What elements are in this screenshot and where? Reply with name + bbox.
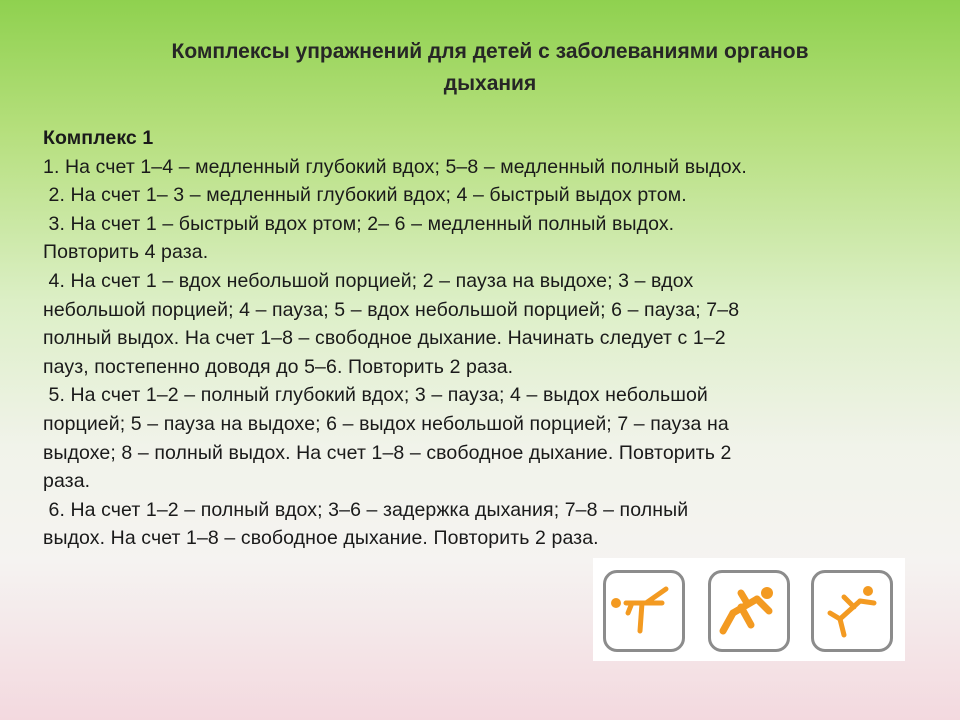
text-line: 2. На счет 1– 3 – медленный глубокий вдох; 4 – быстрый выдох ртом. bbox=[43, 184, 687, 207]
text-line: 6. На счет 1–2 – полный вдох; 3–6 – задержка дыхания; 7–8 – полный bbox=[43, 498, 689, 521]
text-line: раза. bbox=[43, 470, 91, 493]
text-line: Повторить 4 раза. bbox=[43, 241, 209, 264]
title-line-1: Комплексы упражнений для детей с заболеваниями органов bbox=[171, 40, 809, 63]
text-line: 3. На счет 1 – быстрый вдох ртом; 2– 6 – медленный полный выдох. bbox=[43, 212, 675, 235]
text-line: выдохе; 8 – полный выдох. На счет 1–8 – свободное дыхание. Повторить 2 bbox=[43, 441, 732, 464]
text-line: небольшой порцией; 4 – пауза; 5 – вдох небольшой порцией; 6 – пауза; 7–8 bbox=[43, 298, 740, 321]
text-line: пауз, постепенно доводя до 5–6. Повторить 2 раза. bbox=[43, 355, 514, 378]
exercise-complex bbox=[43, 124, 923, 553]
running-figure-icon bbox=[811, 570, 893, 652]
gymnastics-icon bbox=[603, 570, 685, 652]
text-line: полный выдох. На счет 1–8 – свободное дыхание. Начинать следует с 1–2 bbox=[43, 327, 726, 350]
text-line: 1. На счет 1–4 – медленный глубокий вдох; 5–8 – медленный полный выдох. bbox=[43, 155, 747, 178]
title-line-2: дыхания bbox=[443, 72, 537, 95]
text-line: порцией; 5 – пауза на выдохе; 6 – выдох небольшой порцией; 7 – пауза на bbox=[43, 412, 729, 435]
sport-icons-panel bbox=[593, 558, 905, 661]
complex-heading: Комплекс 1 bbox=[43, 127, 154, 149]
text-line: 5. На счет 1–2 – полный глубокий вдох; 3 – пауза; 4 – выдох небольшой bbox=[43, 384, 708, 407]
sprinting-runner-icon bbox=[708, 570, 790, 652]
text-line: 4. На счет 1 – вдох небольшой порцией; 2 – пауза на выдохе; 3 – вдох bbox=[43, 269, 694, 292]
page-title bbox=[60, 36, 920, 100]
text-line: выдох. На счет 1–8 – свободное дыхание. Повторить 2 раза. bbox=[43, 527, 599, 550]
